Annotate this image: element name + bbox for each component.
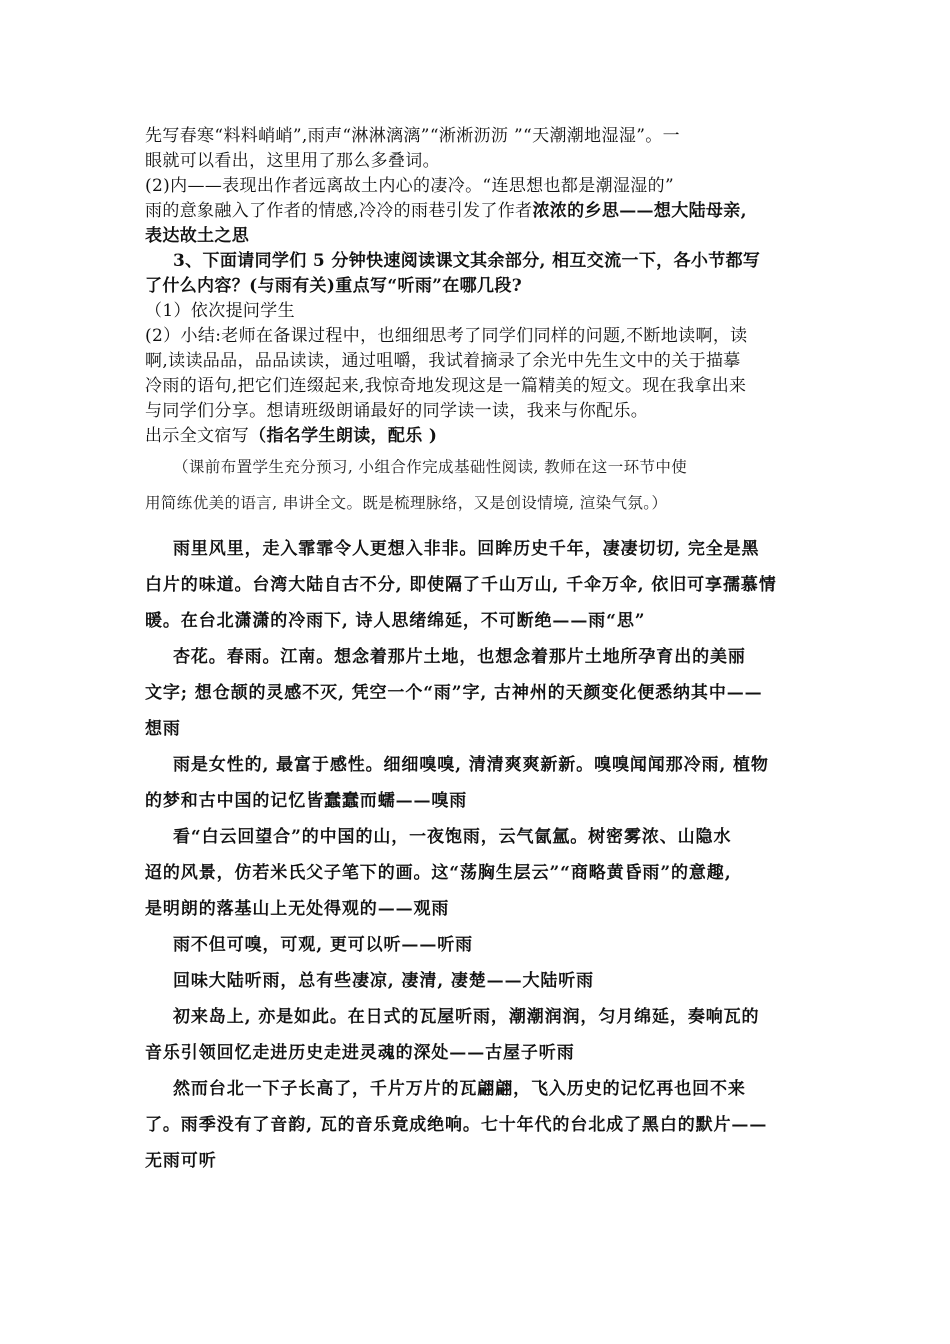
question-block [145, 224, 810, 299]
top-lines [145, 124, 810, 224]
paragraph-line: 杏花。春雨。江南。想念着那片土地，也想念着那片土地所孕育出的美丽 [173, 647, 746, 667]
paragraph-line: 白片的味道。台湾大陆自古不分, 即使隔了千山万山, 千伞万伞, 依旧可享孺慕情 [145, 575, 777, 595]
display-line-normal: 出示全文宿写 [145, 426, 250, 446]
paragraph-line: 无雨可听 [145, 1151, 217, 1171]
note-line: （课前布置学生充分预习, 小组合作完成基础性阅读, 教师在这一环节中使 [173, 458, 688, 476]
teacher-note [145, 449, 810, 521]
bold-line: 了什么内容？(与雨有关)重点写“听雨”在哪几段? [145, 276, 523, 296]
bold-line: 表达故土之思 [145, 226, 250, 246]
paragraph-line: 初来岛上, 亦是如此。在日式的瓦屋听雨，潮潮润润，匀月绵延，奏响瓦的 [173, 1007, 760, 1027]
text-line: 先写春寒“料料峭峭”,雨声“淋淋漓漓”“淅淅沥沥 ”“天潮潮地湿湿”。一 [145, 126, 680, 146]
paragraph-line: 看“白云回望合”的中国的山，一夜饱雨，云气氤氲。树密雾浓、山隐水 [173, 827, 732, 847]
paragraph [145, 927, 810, 963]
question-heading: 3、下面请同学们 5 分钟快速阅读课文其余部分, 相互交流一下，各小节都写 [173, 251, 761, 271]
paragraph-line: 回味大陆听雨，总有些凄凉, 凄清, 凄楚——大陆听雨 [173, 971, 595, 991]
note-line: 用简练优美的语言, 串讲全文。既是梳理脉络，又是创设情境, 渲染气氛。） [145, 494, 668, 512]
mixed-line-normal: 雨的意象融入了作者的情感,冷冷的雨巷引发了作者 [145, 201, 533, 221]
paragraph [145, 531, 810, 639]
paragraph-line: 雨里风里，走入霏霏令人更想入非非。回眸历史千年，凄凄切切, 完全是黑 [173, 539, 760, 559]
paragraph-line: 是明朗的落基山上无处得观的——观雨 [145, 899, 450, 919]
paragraph-line: 迢的风景，仿若米氏父子笔下的画。这“荡胸生层云”“商略黄昏雨”的意趣, [145, 863, 732, 883]
paragraph-line: 雨是女性的, 最富于感性。细细嗅嗅, 清清爽爽新新。嗅嗅闻闻那冷雨, 植物 [173, 755, 769, 775]
paragraph-line: 的梦和古中国的记忆皆蠢蠢而蠕——嗅雨 [145, 791, 468, 811]
text-line: 与同学们分享。想请班级朗诵最好的同学读一读，我来与你配乐。 [145, 401, 649, 421]
paragraph-line: 文字; 想仓颉的灵感不灭, 凭空一个“雨”字, 古神州的天颜变化便悉纳其中—— [145, 683, 763, 703]
document-page [145, 124, 810, 1179]
paragraph-line: 然而台北一下子长高了，千片万片的瓦翩翩，飞入历史的记忆再也回不来 [173, 1079, 746, 1099]
paragraph-line: 了。雨季没有了音韵, 瓦的音乐竟成绝响。七十年代的台北成了黑白的默片—— [145, 1115, 768, 1135]
display-line-bold: （指名学生朗读，配乐 ) [249, 426, 438, 446]
text-line: 眼就可以看出，这里用了那么多叠词。 [145, 151, 440, 171]
summary-block [145, 299, 810, 449]
mixed-line [145, 199, 810, 224]
paragraph-line: 雨不但可嗅，可观, 更可以听——听雨 [173, 935, 474, 955]
paragraph-line: 暖。在台北潇潇的冷雨下, 诗人思绪绵延，不可断绝——雨“思” [145, 611, 646, 631]
text-line: 冷雨的语句,把它们连缀起来,我惊奇地发现这是一篇精美的短文。现在我拿出来 [145, 376, 747, 396]
paragraph [145, 639, 810, 747]
paragraph [145, 1071, 810, 1179]
paragraph [145, 999, 810, 1071]
paragraph [145, 819, 810, 927]
text-line: （1）依次提问学生 [145, 301, 295, 321]
paragraph-line: 想雨 [145, 719, 181, 739]
paragraph [145, 747, 810, 819]
text-line: 啊,读读品品，品品读读，通过咀嚼，我试着摘录了余光中先生文中的关于描摹 [145, 351, 741, 371]
display-line [145, 424, 810, 449]
mixed-line-bold: 浓浓的乡思——想大陆母亲, [532, 201, 747, 221]
paragraph [145, 963, 810, 999]
text-line: (2)内——表现出作者远离故土内心的凄冷。“连思想也都是潮湿湿的” [145, 176, 675, 196]
text-line: (2）小结:老师在备课过程中，也细细思考了同学们同样的问题,不断地读啊，读 [145, 326, 748, 346]
paragraph-line: 音乐引领回忆走进历史走进灵魂的深处——古屋子听雨 [145, 1043, 575, 1063]
article-text [145, 531, 810, 1179]
